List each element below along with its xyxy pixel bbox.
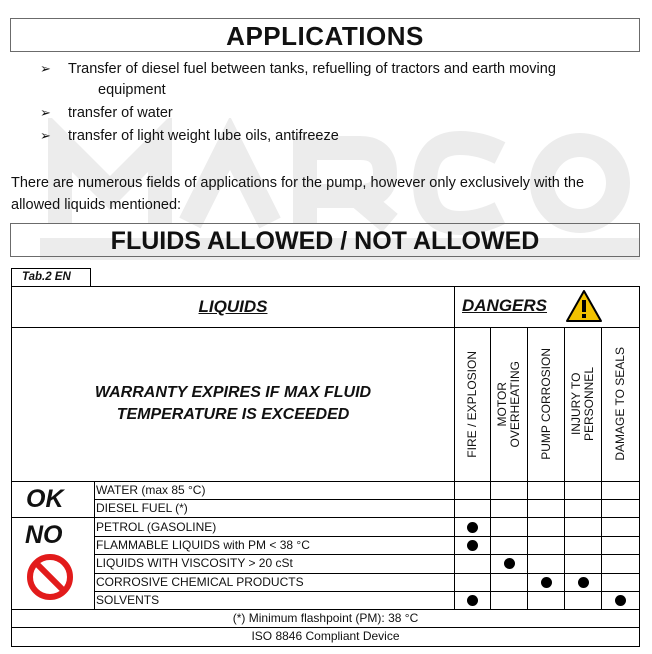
warning-triangle-icon: [565, 289, 603, 323]
applications-list: [40, 58, 640, 148]
column-label: DAMAGE TO SEALS: [613, 347, 627, 461]
danger-dot: [615, 595, 626, 606]
list-item-text: transfer of water: [68, 105, 173, 121]
table-row-label: CORROSIVE CHEMICAL PRODUCTS: [96, 575, 304, 589]
list-item: [40, 102, 640, 124]
danger-dot: [467, 522, 478, 533]
column-label: FIRE / EXPLOSION: [465, 350, 479, 458]
warranty-line: TEMPERATURE IS EXCEEDED: [116, 406, 350, 423]
list-item-text: Transfer of diesel fuel between tanks, refuelling of tractors and earth moving: [68, 61, 556, 77]
danger-column-motor: [491, 327, 527, 481]
table-row-label: WATER (max 85 °C): [96, 483, 206, 497]
column-label: PERSONNEL: [582, 366, 596, 442]
warranty-notice: [12, 327, 454, 481]
table-row-label: DIESEL FUEL (*): [96, 501, 188, 515]
danger-dot: [578, 577, 589, 588]
danger-dot: [541, 577, 552, 588]
list-item: [40, 58, 640, 101]
list-item-text-continued: equipment: [98, 82, 166, 98]
table-tag: Tab.2 EN: [11, 268, 91, 286]
applications-paragraph: [11, 172, 643, 216]
table-row-label: LIQUIDS WITH VISCOSITY > 20 cSt: [96, 556, 293, 570]
paragraph-line: There are numerous fields of applications for the pump, however only exclusively with the: [11, 175, 585, 191]
list-item: [40, 125, 640, 147]
no-label: NO: [25, 521, 63, 549]
compliance-label: ISO 8846 Compliant Device: [251, 629, 400, 643]
danger-dot: [467, 595, 478, 606]
fluids-table: [11, 286, 640, 628]
arrow-bullet-icon: ➢: [40, 61, 51, 76]
prohibited-sign-icon: [26, 553, 74, 601]
table-divider: [94, 481, 95, 609]
danger-column-injury: [565, 327, 601, 481]
list-item-text: transfer of light weight lube oils, antifreeze: [68, 128, 339, 144]
liquids-header: LIQUIDS: [198, 297, 268, 316]
column-label: INJURY TO: [569, 372, 583, 436]
fluids-title: FLUIDS ALLOWED / NOT ALLOWED: [10, 223, 640, 257]
danger-dot: [504, 558, 515, 569]
table-row-label: FLAMMABLE LIQUIDS with PM < 38 °C: [96, 538, 310, 552]
compliance-row: [11, 627, 640, 647]
column-label: OVERHEATING: [508, 360, 522, 448]
column-label: MOTOR: [495, 381, 509, 427]
column-label: PUMP CORROSION: [538, 348, 553, 460]
dangers-header: DANGERS: [462, 296, 548, 315]
danger-column-seals: [602, 327, 639, 481]
arrow-bullet-icon: ➢: [40, 105, 51, 120]
applications-title: APPLICATIONS: [10, 18, 640, 52]
warranty-line: WARRANTY EXPIRES IF MAX FLUID: [94, 384, 372, 401]
danger-dot: [467, 540, 478, 551]
table-row-label: SOLVENTS: [96, 593, 160, 607]
arrow-bullet-icon: ➢: [40, 128, 51, 143]
danger-column-fire: [455, 327, 490, 481]
ok-label: OK: [26, 485, 64, 513]
paragraph-line: allowed liquids mentioned:: [11, 197, 182, 213]
footnote: (*) Minimum flashpoint (PM): 38 °C: [232, 611, 419, 625]
table-row-label: PETROL (GASOLINE): [96, 520, 217, 534]
danger-column-corrosion: [528, 327, 564, 481]
